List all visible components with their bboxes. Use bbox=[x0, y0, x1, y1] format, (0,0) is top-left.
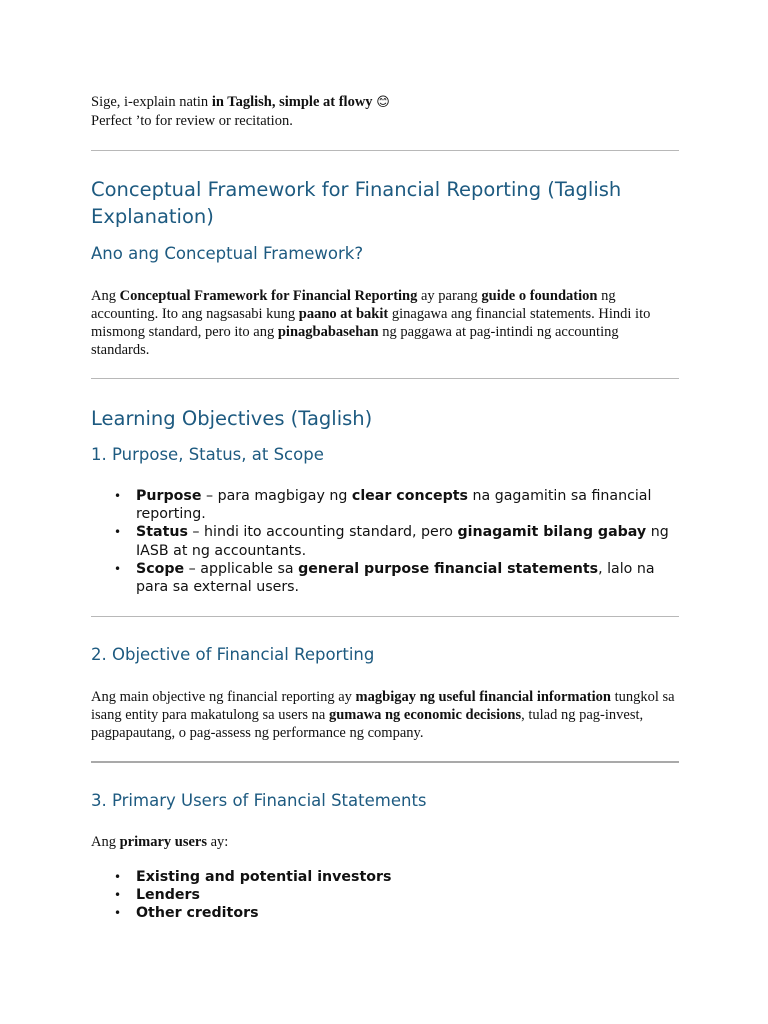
bold-run: magbigay ng useful financial information bbox=[355, 689, 611, 705]
section-heading-objective: 2. Objective of Financial Reporting bbox=[91, 645, 375, 664]
list-item bbox=[114, 523, 679, 559]
bullet-icon: • bbox=[114, 906, 122, 921]
text-run: , tulad ng pag-invest, pagpapautang, o pag-assess ng performance ng company. bbox=[91, 707, 644, 741]
divider bbox=[91, 150, 679, 151]
text-run: ng IASB at ng accountants. bbox=[136, 524, 669, 559]
bullet-icon: • bbox=[114, 870, 122, 884]
bold-run: pinagbabasehan bbox=[277, 324, 379, 340]
primary-users-intro bbox=[91, 833, 679, 851]
bullet-icon: • bbox=[114, 888, 122, 903]
text-run: ng paggawa at pag-intindi ng accounting standards. bbox=[91, 324, 619, 358]
section-heading-primary-users: 3. Primary Users of Financial Statements bbox=[91, 791, 427, 810]
bold-run: Conceptual Framework for Financial Reporting bbox=[119, 288, 418, 304]
intro-text: Sige, i-explain natin bbox=[91, 94, 212, 110]
item-term: Purpose bbox=[136, 488, 202, 504]
page-title: Conceptual Framework for Financial Reporting (Taglish Explanation) bbox=[91, 178, 622, 228]
text-run: ng accounting. Ito ang nagsasabi kung bbox=[91, 288, 616, 322]
text-run: , lalo na para sa external users. bbox=[136, 560, 655, 596]
purpose-status-scope-list bbox=[91, 487, 679, 596]
bold-run: Lenders bbox=[136, 887, 200, 904]
list-item bbox=[114, 560, 679, 596]
item-term: Scope bbox=[136, 560, 185, 577]
bold-run: ginagamit bilang gabay bbox=[457, 524, 647, 541]
list-item bbox=[114, 487, 679, 523]
bold-run: Other creditors bbox=[136, 905, 259, 922]
text-run: tungkol sa isang entity para makatulong sa users na bbox=[91, 689, 675, 723]
text-run: – hindi ito accounting standard, pero bbox=[187, 524, 458, 541]
primary-users-list bbox=[91, 868, 679, 923]
intro-bold-text: in Taglish, simple at flowy bbox=[211, 94, 373, 110]
objective-paragraph bbox=[91, 688, 679, 742]
text-run: ginagawa ang financial statements. Hindi ito mismong standard, pero ito ang bbox=[91, 306, 651, 340]
intro-line-1 bbox=[91, 93, 679, 112]
text-run: – para magbigay ng bbox=[201, 488, 352, 504]
bold-run: clear concepts bbox=[351, 488, 468, 504]
divider bbox=[91, 761, 679, 763]
item-term: Status bbox=[136, 524, 188, 541]
section-heading-purpose-status-scope: 1. Purpose, Status, at Scope bbox=[91, 445, 324, 464]
what-is-paragraph bbox=[91, 287, 679, 359]
list-item bbox=[114, 868, 679, 886]
list-item bbox=[114, 886, 679, 904]
text-run: na gagamitin sa financial reporting. bbox=[136, 488, 652, 523]
intro-block bbox=[91, 93, 679, 130]
bullet-icon: • bbox=[114, 525, 122, 540]
divider bbox=[91, 616, 679, 617]
divider bbox=[91, 378, 679, 379]
bold-run: guide o foundation bbox=[481, 288, 598, 304]
bold-run: paano at bakit bbox=[298, 306, 389, 322]
text-run: Ang main objective ng financial reporting ay bbox=[91, 689, 356, 705]
text-run: ay: bbox=[207, 834, 229, 850]
bold-run: primary users bbox=[119, 834, 207, 850]
section-heading-what-is: Ano ang Conceptual Framework? bbox=[91, 244, 364, 263]
smile-emoji-icon: 😊 bbox=[376, 95, 390, 110]
text-run: Ang bbox=[91, 834, 120, 850]
text-run: – applicable sa bbox=[184, 560, 299, 577]
list-item bbox=[114, 904, 679, 922]
section-heading-learning-objectives: Learning Objectives (Taglish) bbox=[91, 407, 373, 430]
bullet-icon: • bbox=[114, 489, 122, 503]
text-run: Ang bbox=[91, 288, 120, 304]
text-run: ay parang bbox=[417, 288, 482, 304]
bullet-icon: • bbox=[114, 561, 122, 576]
bold-run: general purpose financial statements bbox=[298, 560, 599, 577]
bold-run: gumawa ng economic decisions bbox=[328, 707, 522, 723]
bold-run: Existing and potential investors bbox=[136, 869, 392, 885]
intro-line-2: Perfect ’to for review or recitation. bbox=[91, 113, 293, 129]
